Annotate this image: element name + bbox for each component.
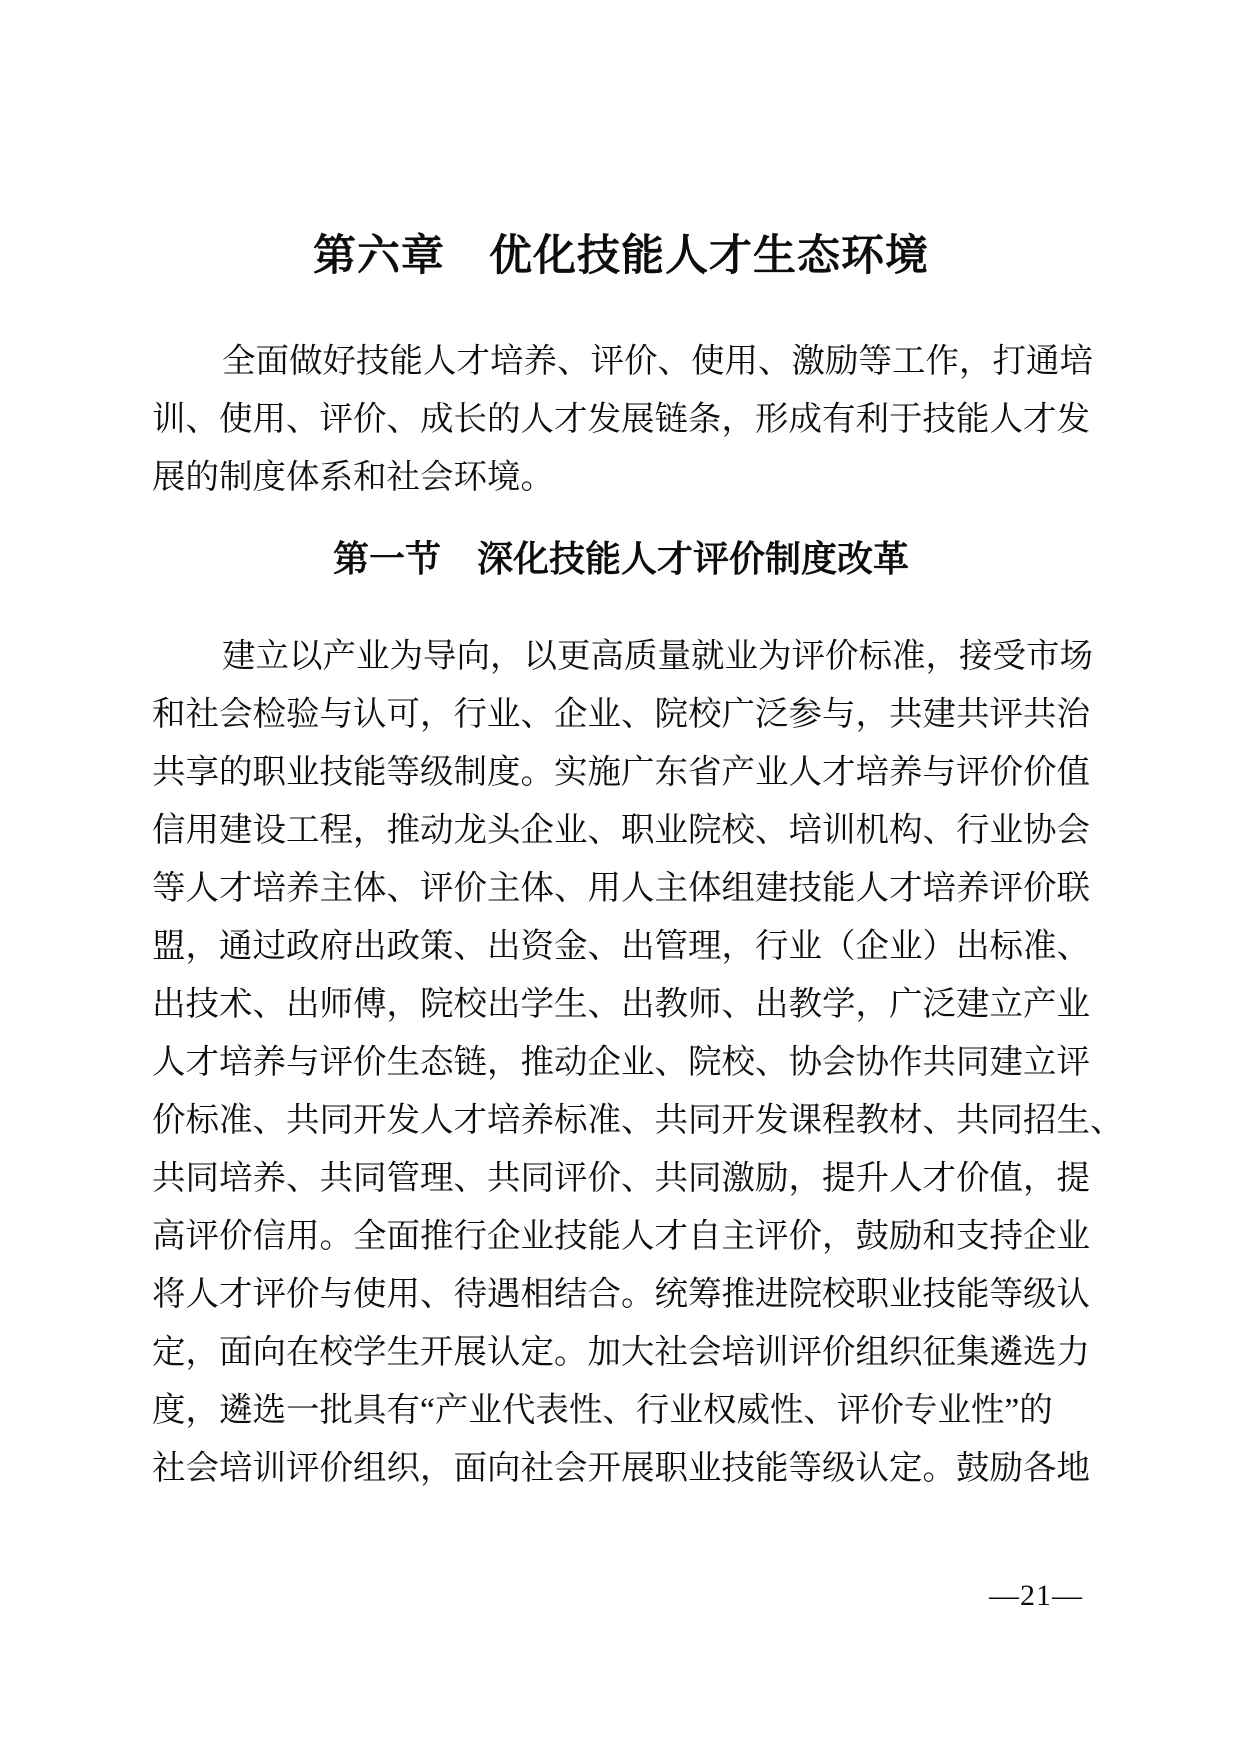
text-line: 度，遴选一批具有“产业代表性、行业权威性、评价专业性”的 — [152, 1392, 1053, 1429]
text-line: 展的制度体系和社会环境。 — [152, 459, 554, 496]
text-line: 共享的职业技能等级制度。实施广东省产业人才培养与评价价值 — [152, 754, 1090, 791]
text-line: 训、使用、评价、成长的人才发展链条，形成有利于技能人才发 — [152, 401, 1090, 438]
text-line: 出技术、出师傅，院校出学生、出教师、出教学，广泛建立产业 — [152, 986, 1090, 1023]
text-line: 等人才培养主体、评价主体、用人主体组建技能人才培养评价联 — [152, 870, 1090, 907]
section-paragraph — [152, 628, 1124, 1498]
text-line: 全面做好技能人才培养、评价、使用、激励等工作，打通培 — [222, 343, 1093, 380]
text-line: 价标准、共同开发人才培养标准、共同开发课程教材、共同招生、 — [152, 1102, 1124, 1139]
text-line: 高评价信用。全面推行企业技能人才自主评价，鼓励和支持企业 — [152, 1218, 1090, 1255]
intro-paragraph — [152, 333, 1093, 507]
text-line: 人才培养与评价生态链，推动企业、院校、协会协作共同建立评 — [152, 1044, 1090, 1081]
text-line: 建立以产业为导向，以更高质量就业为评价标准，接受市场 — [222, 638, 1093, 675]
text-line: 定，面向在校学生开展认定。加大社会培训评价组织征集遴选力 — [152, 1334, 1090, 1371]
section-title: 第一节 深化技能人才评价制度改革 — [332, 538, 909, 579]
text-line: 共同培养、共同管理、共同评价、共同激励，提升人才价值，提 — [152, 1160, 1090, 1197]
text-line: 盟，通过政府出政策、出资金、出管理，行业（企业）出标准、 — [152, 928, 1090, 965]
text-line: 将人才评价与使用、待遇相结合。统筹推进院校职业技能等级认 — [152, 1276, 1090, 1313]
text-line: 信用建设工程，推动龙头企业、职业院校、培训机构、行业协会 — [152, 812, 1090, 849]
text-line: 和社会检验与认可，行业、企业、院校广泛参与，共建共评共治 — [152, 696, 1090, 733]
page-number: —21— — [989, 1579, 1083, 1612]
text-line: 社会培训评价组织，面向社会开展职业技能等级认定。鼓励各地 — [152, 1450, 1090, 1487]
chapter-title: 第六章 优化技能人才生态环境 — [313, 233, 929, 280]
